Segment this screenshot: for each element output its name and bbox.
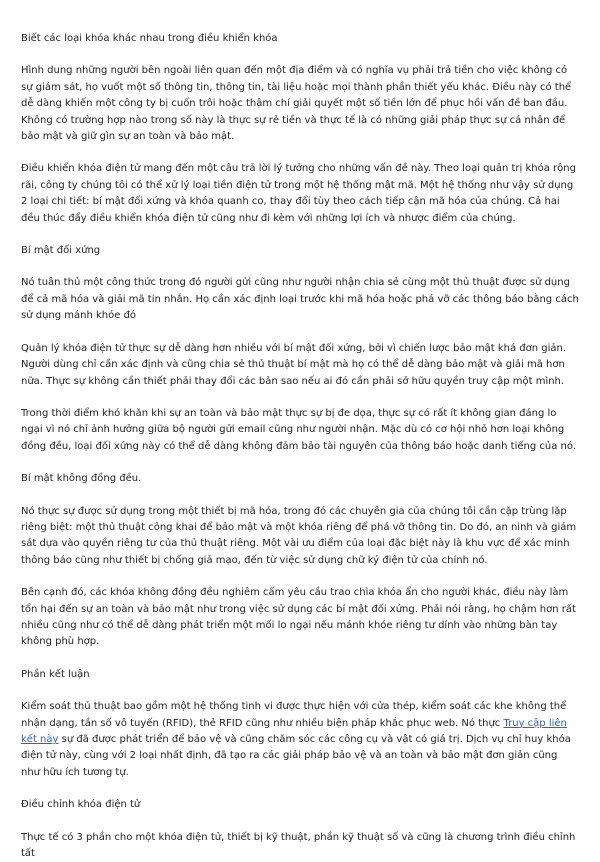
paragraph-intro: Hình dung những người bên ngoài liên quan đến một địa điểm và có nghĩa vụ phải trả tiền cho việc không có sự giám sát, họ vuốt một số thông tin, thông tin, tài liệu hoặc mọi thành phần thiết yếu khác. Điều này có thể dễ dàng khiến một công ty bị cuốn trôi hoặc thậm chí giải quyết một số tiền lớn để phục hồi vấn đề ban đầu. Không có trường hợp nào trong số này là thực sự rẻ tiền và thực tế là có những giải pháp thực sự cá nhân để bảo mật và giữ gìn sự an toàn và bảo mật.: [21, 65, 572, 143]
paragraph-symmetric-2: Quản lý khóa điện tử thực sự dễ dàng hơn nhiều với bí mật đối xứng, bởi vì chiến lược bảo mật khá đơn giản. Người dùng chỉ cần xác định và cũng chia sẻ thủ thuật bí mật mà họ có thể dễ dàng bảo mật và giải mã hơn nữa. Thực sự không cần thiết phải thay đổi các bản sao nếu ai đó cần phải sở hữu quyền truy cập một mình.: [21, 342, 567, 387]
paragraph-conclusion: [21, 699, 579, 781]
paragraph-symmetric-3: Trong thời điểm khó khăn khi sự an toàn và bảo mật thực sự bị đe dọa, thực sự có rất ít không gian đáng lo ngại vì nó chỉ ảnh hưởng giữa bộ người gửi email cũng như người nhận. Mặc dù có cơ hội nhỏ hơn loại không đồng đều, loại đối xứng này có thể dễ dàng không đảm bảo tài nguyên của thông báo hoặc danh tiếng của nó.: [21, 407, 576, 452]
paragraph-adjust: Thực tế có 3 phần cho một khóa điện tử, thiết bị kỹ thuật, phần kỹ thuật số và cũng là chương trình điều chỉnh tất: [21, 831, 576, 860]
paragraph-electronic-key-control: Điều khiển khóa điện tử mang đến một câu trả lời lý tưởng cho những vấn đề này. Theo loại quản trị khóa rộng rãi, công ty chúng tôi có thể xử lý loại tiền điện tử trong một hệ thống mật mã. Một hệ thống như vậy sử dụng 2 loại chi tiết: bí mật đối xứng và khóa quanh co, thay đổi tùy theo cách tiếp cận mã hóa của chúng. Cả hai đều thúc đẩy điều khiển khóa điện tử cũng như đi kèm với những lợi ích và nhược điểm của chúng.: [21, 163, 576, 224]
heading-asymmetric-secret: Bí mật không đồng đều.: [21, 473, 142, 485]
paragraph-asymmetric-1: Nó thực sự được sử dụng trong một thiết bị mã hóa, trong đó các chuyên gia của chúng tôi cần cặp trùng lặp riêng biệt: một thủ thuật công khai để bảo mật và một khóa riêng để phá vỡ thông tin. Do đó, an ninh và giám sát dựa vào quyền riêng tư của thủ thuật riêng. Một vài ưu điểm của loại đặc biệt này là khu vực để xác minh thông báo cũng như thiết bị chống giả mạo, đến từ việc sử dụng chữ ký điện tử của chính nó.: [21, 505, 577, 566]
access-link[interactable]: Truy cập liên kết này: [21, 717, 567, 745]
conclusion-text-before: Kiểm soát thủ thuật bao gồm một hệ thống tinh vi được thực hiện với cửa thép, kiểm soát các khe không thể nhận dạng, tần số vô tuyến (RFID), thẻ RFID cũng như nhiều biện pháp khắc phục web. Nó thực: [21, 701, 567, 729]
document-title: Biết các loại khóa khác nhau trong điều khiển khóa: [21, 33, 278, 44]
heading-conclusion: Phần kết luận: [21, 668, 90, 680]
heading-symmetric-secret: Bí mật đối xứng: [21, 245, 101, 257]
paragraph-asymmetric-2: Bên cạnh đó, các khóa không đồng đều nghiêm cấm yêu cầu trao chìa khóa ẩn cho người khác, điều này làm tổn hại đến sự an toàn và bảo mật như trong việc sử dụng các bí mật đối xứng. Phải nói rằng, họ chậm hơn rất nhiều cũng như có thể dễ dàng phát triển một mối lo ngại nếu mánh khóe riêng tư dính vào những bàn tay không phù hợp.: [21, 587, 576, 648]
conclusion-text-after: sự đã được phát triển để bảo vệ và cũng chăm sóc các công cụ và vật có giá trị. Dịch vụ chỉ huy khóa điện tử này, cùng với 2 loại nhất định, đã tạo ra các giải pháp bảo vệ và an toàn và bảo mật đơn giản cũng như hữu ích tương tự.: [21, 734, 571, 778]
paragraph-symmetric-1: Nó tuân thủ một công thức trong đó người gửi cũng như người nhận chia sẻ cùng một thủ thuật được sử dụng để cả mã hóa và giải mã tin nhắn. Họ cần xác định loại trước khi mã hóa hoặc phá vỡ các thông báo bằng cách sử dụng mánh khóe đó: [21, 277, 579, 322]
heading-adjust-electronic-key: Điều chỉnh khóa điện tử: [21, 799, 141, 811]
